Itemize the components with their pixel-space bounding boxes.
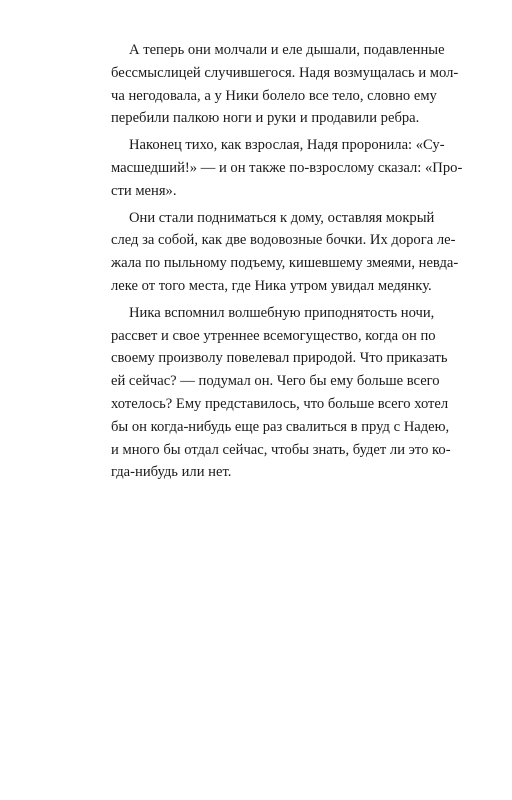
text-line: гда-нибудь или нет.: [111, 464, 232, 481]
text-line: леке от того места, где Ника утром увидал медянку.: [111, 277, 432, 294]
text-line: масшедший!» — и он также по-взрослому сказал: «Про-: [111, 159, 463, 176]
text-line: Они стали подниматься к дому, оставляя мокрый: [129, 209, 435, 226]
text-line: Ника вспомнил волшебную приподнятость ночи,: [129, 304, 435, 321]
paragraph-1: [95, 39, 459, 130]
text-line: А теперь они молчали и еле дышали, подавленные: [129, 42, 445, 58]
paragraph-4: [95, 302, 451, 484]
body-text: [95, 39, 463, 488]
text-line: след за собой, как две водовозные бочки. Их дорога ле-: [111, 232, 456, 249]
text-line: своему произволу повелевал природой. Что приказать: [111, 350, 448, 367]
text-line: ей сейчас? — подумал он. Чего бы ему больше всего: [111, 373, 440, 390]
paragraph-2: [95, 134, 463, 202]
text-line: хотелось? Ему представилось, что больше всего хотел: [111, 395, 449, 412]
text-line: жала по пыльному подъему, кишевшему змеями, невда-: [111, 255, 459, 272]
text-line: и много бы отдал сейчас, чтобы знать, будет ли это ко-: [111, 441, 451, 458]
text-line: сти меня».: [111, 182, 177, 199]
text-line: рассвет и свое утреннее всемогущество, когда он по: [111, 327, 436, 344]
text-line: ча негодовала, а у Ники болело все тело, словно ему: [111, 87, 437, 104]
text-line: бессмыслицей случившегося. Надя возмущалась и мол-: [111, 64, 459, 81]
paragraph-3: [95, 207, 459, 298]
text-line: Наконец тихо, как взрослая, Надя проронила: «Су-: [129, 137, 445, 154]
text-line: бы он когда-нибудь еще раз свалиться в пруд с Надею,: [111, 418, 450, 435]
text-line: перебили палкою ноги и руки и продавили ребра.: [111, 110, 420, 127]
